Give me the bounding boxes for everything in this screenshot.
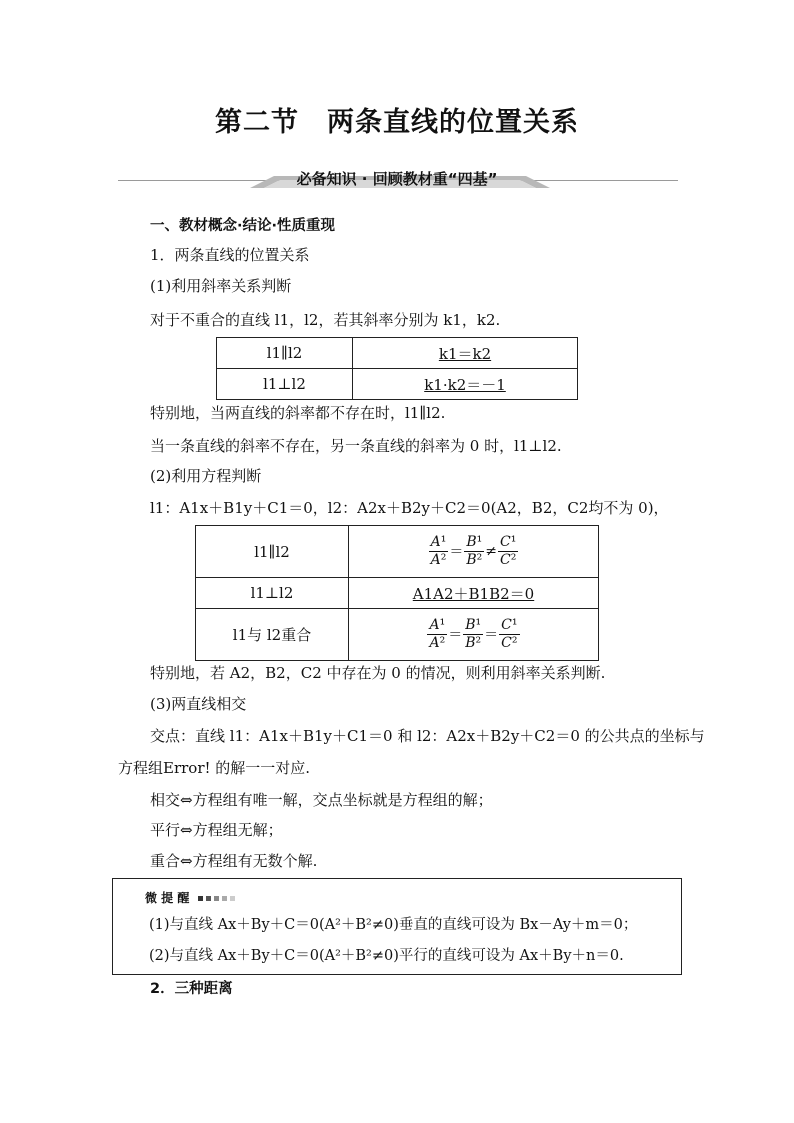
remark-line-2: (2)与直线 Ax＋By＋C＝0(A²＋B²≠0)平行的直线可设为 Ax＋By＋n＝0. [149,948,624,964]
frac-a: $\frac{\text{A¹}}{\text{A²}}$ [430,534,447,568]
subheading-1b: (2)利用方程判断 [150,467,262,485]
remark-dots [198,891,238,905]
note-2: 当一条直线的斜率不存在，另一条直线的斜率为 0 时，l1⊥l2. [150,437,562,455]
t2-r3-right: $\frac{\text{A¹}}{\text{A²}}$ ＝ $\frac{\text{B¹}}{\text{B²}}$ ＝ $\frac{\text{C¹}}{\text{C²}}$ [349,609,599,661]
t1-r2-left: l1⊥l2 [217,369,353,400]
t2-r1-right: $\frac{\text{A¹}}{\text{A²}}$ ＝ $\frac{\text{B¹}}{\text{B²}}$ ≠ $\frac{\text{C¹}}{\text{C²}}$ [349,526,599,578]
remark-label-row [145,889,238,906]
remark-label: 微 提 醒 [145,891,190,905]
page-title: 第二节 两条直线的位置关系 [215,107,579,138]
t1-r1-right: k1＝k2 [353,338,578,369]
t1-r1-left: l1∥l2 [217,338,353,369]
slope-relation-table [216,337,578,400]
remark-box [112,878,682,975]
frac-b: $\frac{\text{B¹}}{\text{B²}}$ [466,534,483,568]
equation-relation-table [195,525,599,661]
intersect-line-2: 方程组Error! 的解一一对应. [118,759,311,777]
subheading-1: 1．两条直线的位置关系 [150,246,310,264]
intro-line: 对于不重合的直线 l1，l2，若其斜率分别为 k1，k2. [150,311,501,329]
banner-text: 必备知识 · 回顾教材重“四基” [296,170,498,188]
frac-a2: $\frac{\text{A¹}}{\text{A²}}$ [429,617,446,651]
intersect-line-1: 交点：直线 l1：A1x＋B1y＋C1＝0 和 l2：A2x＋B2y＋C2＝0 的公共点的坐标与 [150,727,705,745]
t1-r2-right: k1·k2＝－1 [353,369,578,400]
subheading-1a: (1)利用斜率关系判断 [150,277,292,295]
note-1: 特别地，当两直线的斜率都不存在时，l1∥l2. [150,404,446,422]
equation-line: l1：A1x＋B1y＋C1＝0，l2：A2x＋B2y＋C2＝0(A2，B2，C2均不为 0)， [150,499,669,517]
frac-c: $\frac{\text{C¹}}{\text{C²}}$ [500,534,517,568]
case-intersect: 相交⇔方程组有唯一解，交点坐标就是方程组的解； [150,791,493,809]
case-parallel: 平行⇔方程组无解； [150,821,283,839]
frac-b2: $\frac{\text{B¹}}{\text{B²}}$ [465,617,482,651]
subheading-2: 2．三种距离 [150,981,233,997]
note-3: 特别地，若 A2，B2，C2 中存在为 0 的情况，则利用斜率关系判断. [150,664,606,682]
frac-c2: $\frac{\text{C¹}}{\text{C²}}$ [501,617,518,651]
case-coincide: 重合⇔方程组有无数个解. [150,852,318,870]
t2-r2-right: A1A2＋B1B2＝0 [349,578,599,609]
remark-line-1: (1)与直线 Ax＋By＋C＝0(A²＋B²≠0)垂直的直线可设为 Bx－Ay＋m＝0； [149,917,638,933]
section-heading: 一、教材概念·结论·性质重现 [150,218,336,234]
t2-r3-left: l1与 l2重合 [196,609,349,661]
t2-r1-left: l1∥l2 [196,526,349,578]
subheading-1c: (3)两直线相交 [150,695,247,713]
intro-text [150,309,500,330]
t2-r2-left: l1⊥l2 [196,578,349,609]
